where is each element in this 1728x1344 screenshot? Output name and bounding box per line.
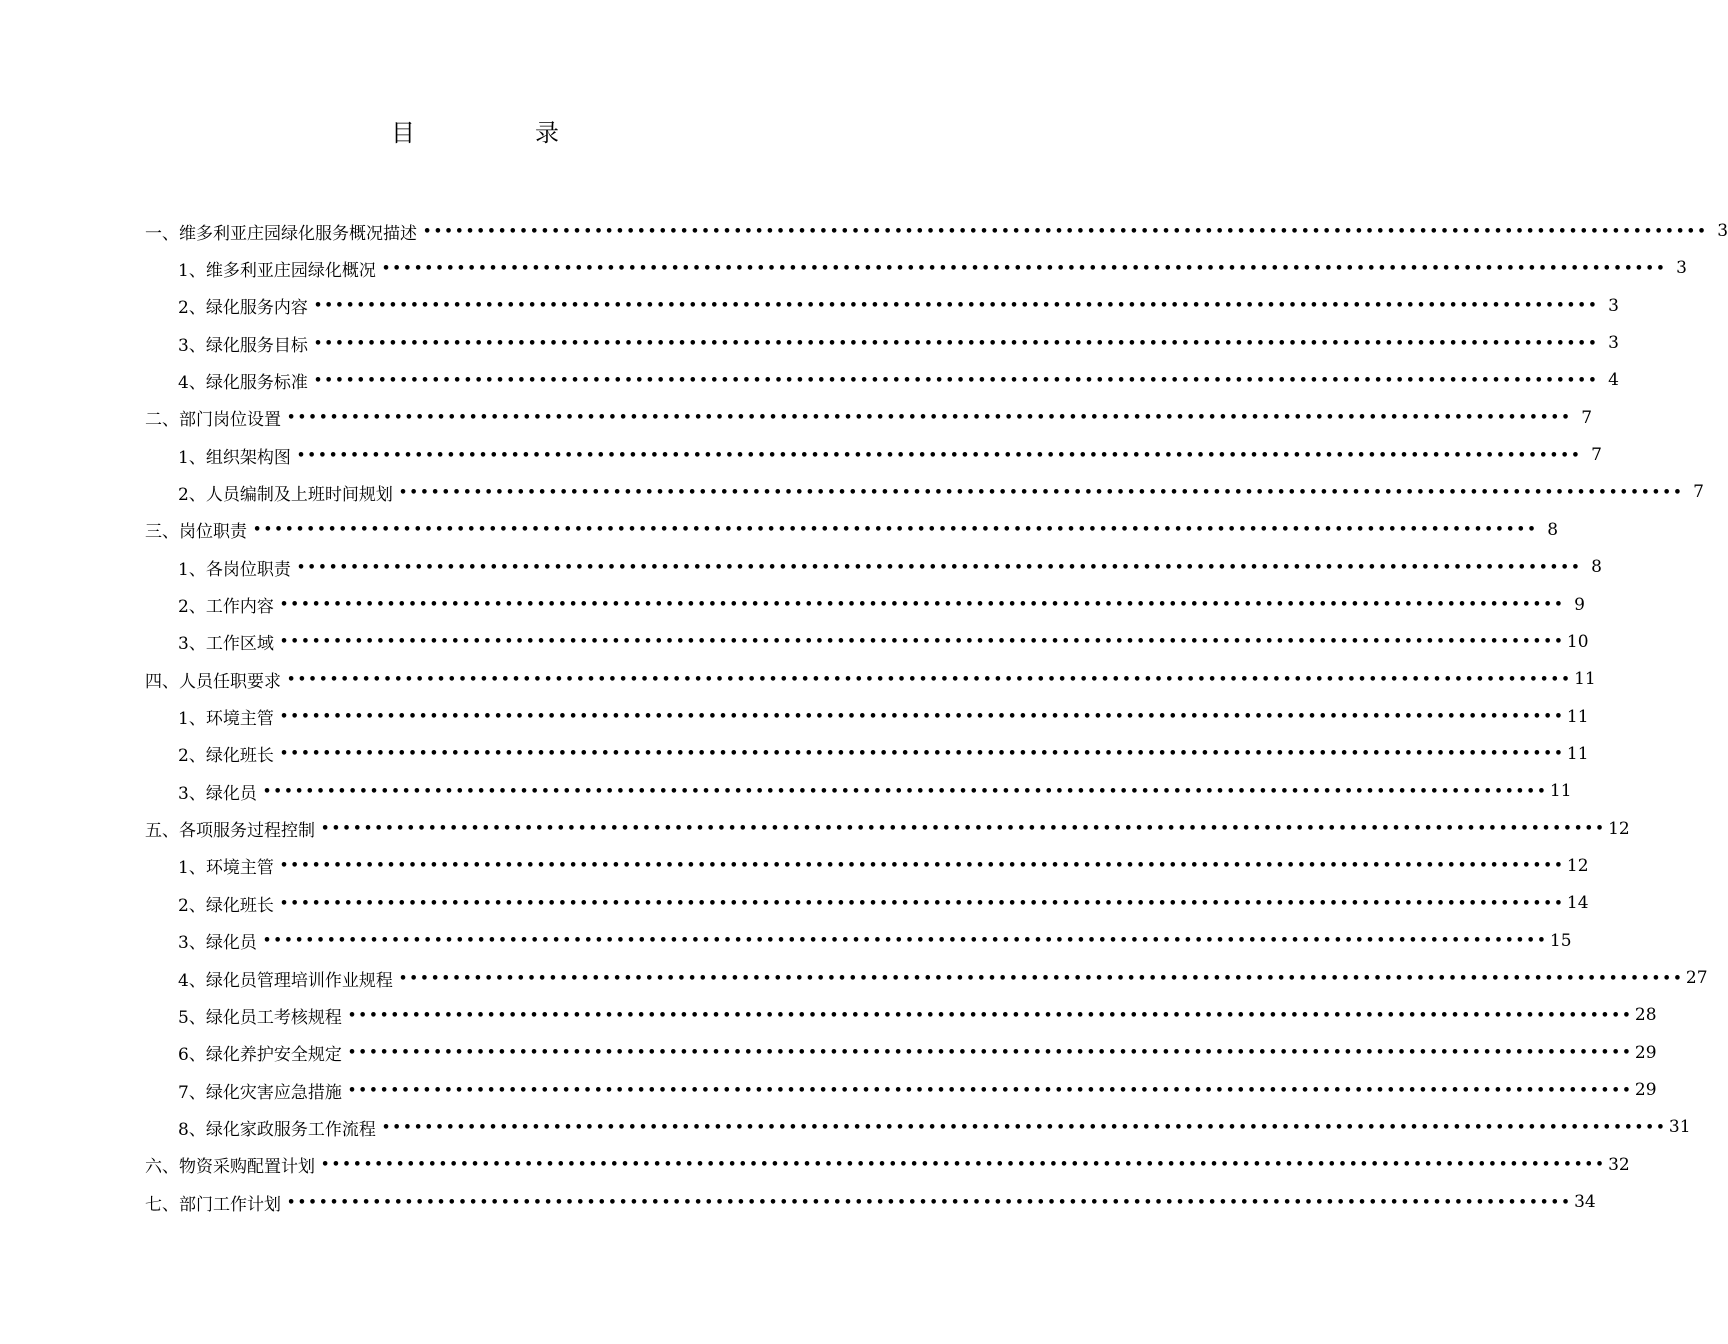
toc-entry-label: 6、绿化养护安全规定 [178, 1045, 342, 1066]
toc-leader-dots: •••••••••••••••••••••••••••••••••••••••••••••••••••••••••••••••••••••••••••••••••••••••••••••••••••••••••••••••••••••••• [423, 223, 1709, 239]
toc-entry[interactable] [178, 848, 1589, 884]
toc-entry[interactable] [178, 437, 1602, 473]
toc-leader-dots: •••••••••••••••••••••••••••••••••••••••••••••••••••••••••••••••••••••••••••••••••••••••••••••••••••••••••••••••••••••••• [279, 895, 1565, 911]
toc-entry-label: 2、绿化班长 [178, 895, 274, 916]
toc-entry-label: 1、环境主管 [178, 709, 274, 730]
toc-entry[interactable] [178, 1072, 1657, 1108]
toc-entry-label: 1、环境主管 [178, 858, 274, 879]
toc-entry[interactable] [145, 1147, 1630, 1183]
toc-entry[interactable] [178, 736, 1589, 772]
toc-entry-label: 七、部门工作计划 [145, 1194, 281, 1215]
toc-title [0, 115, 950, 151]
toc-entry-label: 1、维多利亚庄园绿化概况 [178, 260, 376, 281]
toc-leader-dots: •••••••••••••••••••••••••••••••••••••••••••••••••••••••••••••••••••••••••••••••••••••••••••••••••••••••••••••••••••••••• [279, 709, 1565, 725]
toc-entry-page: 27 [1685, 968, 1708, 988]
toc-entry-label: 3、绿化员 [178, 783, 257, 804]
toc-leader-dots: •••••••••••••••••••••••••••••••••••••••••••••••••••••••••••••••••••••••••••••••••••••••••••••••••••••••••••••••••••••••• [321, 1157, 1607, 1173]
toc-leader-dots: •••••••••••••••••••••••••••••••••••••••••••••••••••••••••••••••••••••••••••••••••••••••••••••••••••••••••••••••••••••••• [296, 447, 1582, 463]
toc-entry-page: 7 [1693, 482, 1704, 503]
toc-entry[interactable] [145, 213, 1728, 249]
toc-leader-dots: •••••••••••••••••••••••••••••••••••••••••••••••••••••••••••••••••••••••••••••••••••••••••••••••••••••••••••••••••••••••• [287, 671, 1573, 687]
toc-entry-page: 3 [1608, 295, 1619, 316]
toc-entry-page: 9 [1574, 594, 1585, 615]
toc-entry-label: 三、岗位职责 [145, 522, 247, 543]
toc-leader-dots: •••••••••••••••••••••••••••••••••••••••••••••••••••••••••••••••••••••••••••••••••••••••••••••••••••••••••••••••••••••••• [347, 1082, 1633, 1098]
toc-entry-page: 29 [1634, 1042, 1657, 1063]
toc-leader-dots: •••••••••••••••••••••••••••••••••••••••••••••••••••••••••••••••••••••••••••••••••••••••••••••••••••••••••••••••••••••••• [347, 1007, 1633, 1023]
toc-entry-page: 11 [1566, 743, 1589, 764]
toc-entry-page: 29 [1634, 1080, 1657, 1101]
toc-entry[interactable] [178, 624, 1589, 660]
toc-leader-dots: •••••••••••••••••••••••••••••••••••••••••••••••••••••••••••••••••••••••••••••••••••••••••••••••••••••••••••••••••••••••• [398, 970, 1684, 986]
toc-entry[interactable] [178, 960, 1708, 996]
toc-entry[interactable] [145, 661, 1596, 697]
toc-title-char-2: 录 [535, 119, 559, 147]
toc-title-char-1: 目 [391, 119, 415, 147]
toc-entry-page: 8 [1591, 557, 1602, 578]
toc-leader-dots: •••••••••••••••••••••••••••••••••••••••••••••••••••••••••••••••••••••••••••••••••••••••••••••••••••••••••••••••••••••••• [262, 933, 1548, 949]
toc-entry[interactable] [178, 288, 1619, 324]
toc-entry-page: 8 [1547, 519, 1559, 540]
toc-entry-page: 12 [1608, 818, 1630, 839]
toc-entry-page: 4 [1608, 370, 1619, 391]
toc-leader-dots: •••••••••••••••••••••••••••••••••••••••••••••••••••••••••••••••••••••••••••••••••••••••••••••••••••••••••••••••••••••••• [262, 783, 1548, 799]
toc-entry-page: 14 [1566, 893, 1589, 914]
toc-entry-page: 15 [1549, 930, 1572, 951]
toc-entry-label: 7、绿化灾害应急措施 [178, 1082, 342, 1103]
toc-entry-page: 7 [1581, 407, 1593, 428]
toc-leader-dots: •••••••••••••••••••••••••••••••••••••••••••••••••••••••••••••••••••••••••••••••••••••••••••••••••••••••••••••••••••••••• [279, 858, 1565, 874]
toc-entry[interactable] [178, 885, 1589, 921]
toc-entry[interactable] [178, 997, 1657, 1033]
toc-entry-label: 4、绿化服务标准 [178, 372, 308, 393]
toc-entry[interactable] [178, 773, 1572, 809]
toc-leader-dots: •••••••••••••••••••••••••••••••••••••••••••••••••••••••••••••••••••••••••••••••••••••••••••••••••••••••••••••••••••••••• [287, 1194, 1573, 1210]
toc-leader-dots: •••••••••••••••••••••••••••••••••••••••••••••••••••••••••••••••••••••••••••••••••••••••••••••••••••••••••••••••••••••••• [279, 597, 1565, 612]
toc-entry[interactable] [178, 362, 1619, 398]
toc-leader-dots: •••••••••••••••••••••••••••••••••••••••••••••••••••••••••••••••••••••••••••••••••••••••••••••••••••••••••••••••••••••••• [279, 746, 1565, 762]
toc-entry[interactable] [178, 549, 1602, 585]
toc-leader-dots: •••••••••••••••••••••••••••••••••••••••••••••••••••••••••••••••••••••••••••••••••••••••••••••••••••••••••••••••••••••••• [313, 298, 1599, 314]
toc-entry-label: 1、组织架构图 [178, 447, 291, 468]
toc-entry-label: 8、绿化家政服务工作流程 [178, 1119, 376, 1140]
toc-entry-label: 一、维多利亚庄园绿化服务概况描述 [145, 223, 417, 244]
toc-leader-dots: •••••••••••••••••••••••••••••••••••••••••••••••••••••••••••••••••••••••••••••••••••••••••••••••••••••••••••••••••••••••• [398, 484, 1684, 500]
toc-entry-label: 二、部门岗位设置 [145, 410, 281, 431]
toc-entry-page: 11 [1574, 669, 1596, 690]
toc-leader-dots: •••••••••••••••••••••••••••••••••••••••••••••••••••••••••••••••••••••••••••••••••••••••••••••••••••••••••••••••••••••••• [313, 372, 1599, 388]
toc-entry-page: 11 [1566, 706, 1589, 727]
toc-entry-page: 3 [1717, 221, 1728, 241]
toc-leader-dots: •••••••••••••••••••••••••••••••••••••••••••••••••••••••••••••••••••••••••••••••••••••••••••••••••••••••••••••••••••••••• [253, 522, 1539, 538]
toc-entry-label: 2、绿化班长 [178, 746, 274, 767]
toc-entry-label: 3、绿化员 [178, 933, 257, 954]
toc-entry-page: 3 [1608, 333, 1619, 354]
toc-entry-page: 31 [1668, 1117, 1691, 1138]
toc-entry[interactable] [178, 325, 1619, 361]
toc-entry-page: 32 [1608, 1154, 1630, 1175]
toc-entry-label: 4、绿化员管理培训作业规程 [178, 970, 393, 991]
toc-entry[interactable] [145, 1184, 1596, 1220]
toc-leader-dots: •••••••••••••••••••••••••••••••••••••••••••••••••••••••••••••••••••••••••••••••••••••••••••••••••••••••••••••••••••••••• [321, 821, 1607, 837]
toc-entry-label: 六、物资采购配置计划 [145, 1157, 315, 1178]
toc-entry-page: 7 [1591, 445, 1602, 466]
toc-leader-dots: •••••••••••••••••••••••••••••••••••••••••••••••••••••••••••••••••••••••••••••••••••••••••••••••••••••••••••••••••••••••• [279, 634, 1565, 650]
toc-leader-dots: •••••••••••••••••••••••••••••••••••••••••••••••••••••••••••••••••••••••••••••••••••••••••••••••••••••••••••••••••••••••• [381, 260, 1667, 276]
toc-entry[interactable] [145, 400, 1593, 436]
toc-entry-page: 11 [1549, 781, 1572, 802]
toc-entry[interactable] [178, 1035, 1657, 1071]
toc-entry-label: 2、工作内容 [178, 597, 274, 617]
toc-entry[interactable] [178, 250, 1687, 286]
toc-entry[interactable] [145, 512, 1559, 548]
toc-entry-page: 3 [1676, 258, 1687, 279]
toc-entry-label: 五、各项服务过程控制 [145, 821, 315, 842]
toc-entry[interactable] [178, 923, 1572, 959]
toc-entry[interactable] [178, 1109, 1691, 1145]
toc-entry[interactable] [178, 474, 1704, 510]
toc-entry-page: 12 [1566, 855, 1589, 876]
toc-entry[interactable] [145, 811, 1630, 847]
toc-leader-dots: •••••••••••••••••••••••••••••••••••••••••••••••••••••••••••••••••••••••••••••••••••••••••••••••••••••••••••••••••••••••• [287, 410, 1573, 426]
toc-leader-dots: •••••••••••••••••••••••••••••••••••••••••••••••••••••••••••••••••••••••••••••••••••••••••••••••••••••••••••••••••••••••• [296, 559, 1582, 575]
toc-entry-label: 2、绿化服务内容 [178, 298, 308, 319]
toc-entry[interactable] [178, 587, 1585, 623]
toc-entry-page: 34 [1574, 1192, 1596, 1213]
toc-leader-dots: •••••••••••••••••••••••••••••••••••••••••••••••••••••••••••••••••••••••••••••••••••••••••••••••••••••••••••••••••••••••• [347, 1045, 1633, 1061]
toc-leader-dots: •••••••••••••••••••••••••••••••••••••••••••••••••••••••••••••••••••••••••••••••••••••••••••••••••••••••••••••••••••••••• [381, 1119, 1667, 1135]
toc-entry-label: 3、绿化服务目标 [178, 335, 308, 356]
toc-entry-page: 10 [1566, 631, 1589, 652]
toc-entry-label: 1、各岗位职责 [178, 559, 291, 580]
toc-leader-dots: •••••••••••••••••••••••••••••••••••••••••••••••••••••••••••••••••••••••••••••••••••••••••••••••••••••••••••••••••••••••• [313, 335, 1599, 351]
toc-entry-label: 四、人员任职要求 [145, 671, 281, 692]
toc-entry-label: 5、绿化员工考核规程 [178, 1007, 342, 1028]
toc-entry[interactable] [178, 699, 1589, 735]
toc-entry-label: 3、工作区域 [178, 634, 274, 655]
toc-entry-page: 28 [1634, 1005, 1657, 1026]
toc-entry-label: 2、人员编制及上班时间规划 [178, 484, 393, 505]
